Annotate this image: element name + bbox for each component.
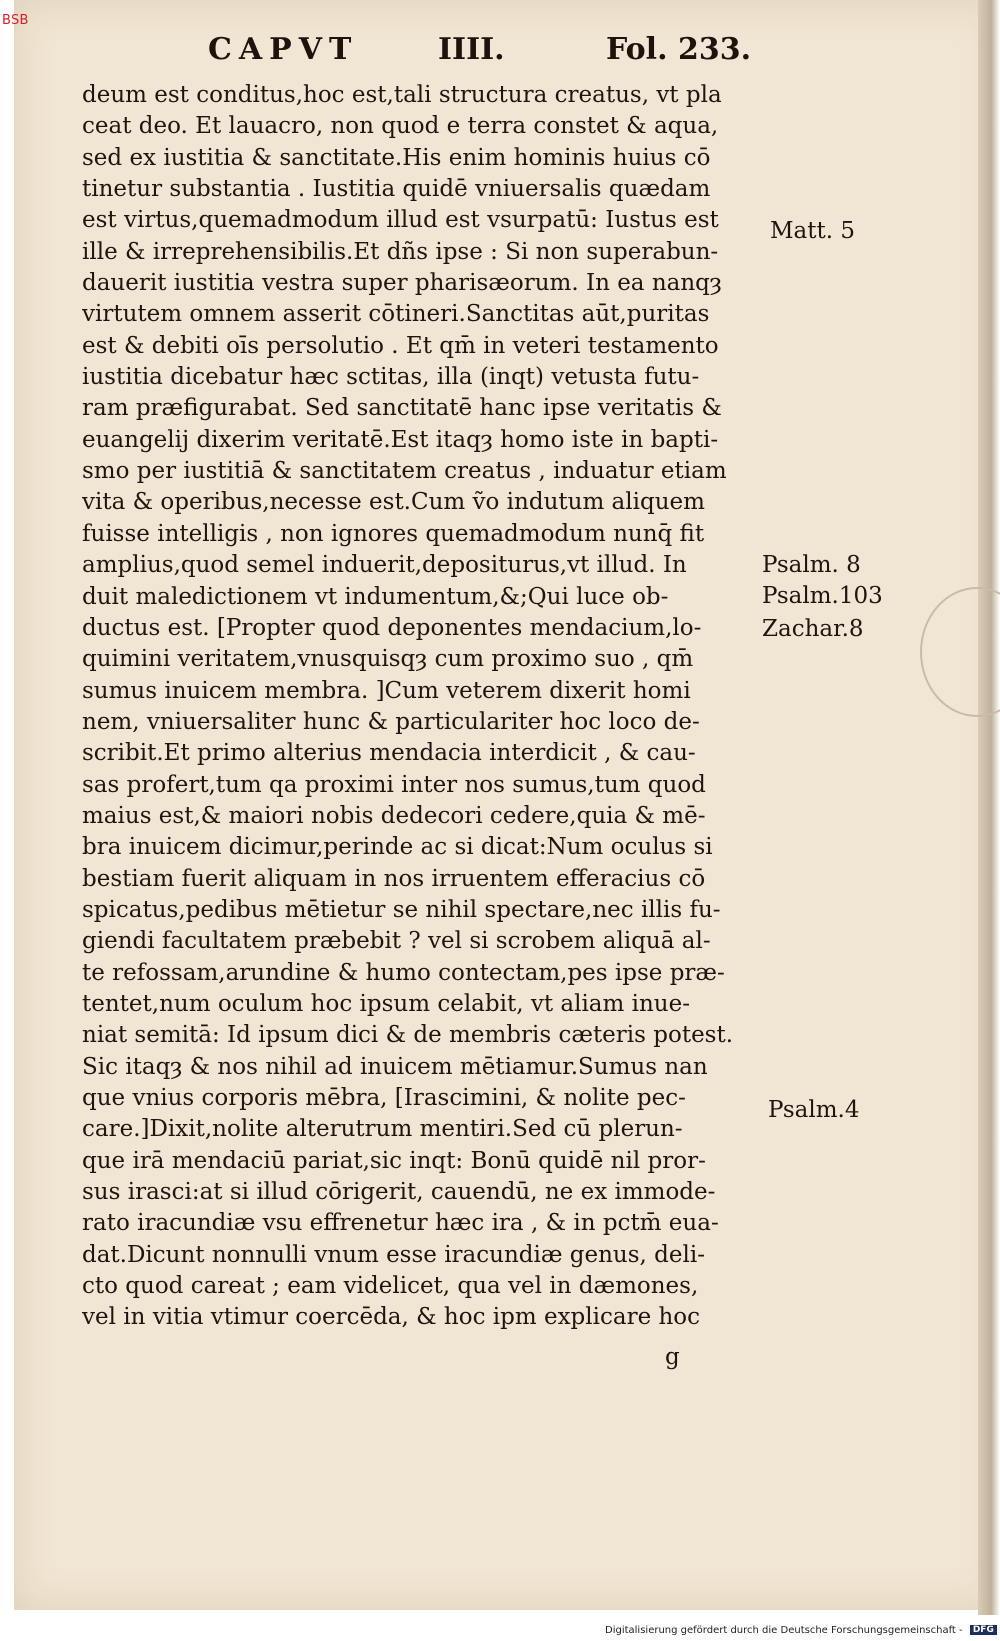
text-line: iustitia dicebatur hæc sctitas, illa (inqt) vetusta futu- (82, 364, 700, 391)
footer-text: Digitalisierung gefördert durch die Deutsche Forschungsgemeinschaft - (605, 1625, 963, 1636)
text-line: deum est conditus,hoc est,tali structura creatus, vt pla (82, 82, 722, 108)
catchword: g (665, 1344, 680, 1370)
text-line: sumus inuicem membra. ]Cum veterem dixerit homi (82, 677, 691, 704)
text-line: dauerit iustitia vestra super pharisæorum. In ea nanqȝ (82, 270, 722, 297)
text-line: scribit.Et primo alterius mendacia interdicit , & cau- (82, 740, 696, 767)
text-line: ductus est. [Propter quod deponentes mendacium,lo- (82, 614, 702, 641)
text-line: maius est,& maiori nobis dedecori cedere,quia & mē- (82, 802, 706, 829)
page-edge-shadow (978, 0, 1000, 1615)
text-line: est virtus,quemadmodum illud est vsurpatū: Iustus est (82, 207, 719, 234)
text-line: niat semitā: Id ipsum dici & de membris cæteris potest. (82, 1022, 734, 1049)
text-line: nem, vniuersaliter hunc & particulariter hoc loco de- (82, 708, 700, 735)
text-line: vita & operibus,necesse est.Cum ṽo indutum aliquem (82, 489, 705, 516)
text-line: tinetur substantia . Iustitia quidē vniuersalis quædam (82, 176, 711, 203)
text-line: rato iracundiæ vsu effrenetur hæc ira , & in pctm̄ eua- (82, 1210, 719, 1237)
text-line: care.]Dixit,nolite alterutrum mentiri.Sed cū plerun- (82, 1116, 683, 1143)
text-line: ceat deo. Et lauacro, non quod e terra constet & aqua, (82, 113, 719, 140)
text-line: sas profert,tum qa proximi inter nos sumus,tum quod (82, 771, 706, 798)
text-line: cto quod careat ; eam videlicet, qua vel in dæmones, (82, 1273, 699, 1300)
text-line: bra inuicem dicimur,perinde ac si dicat:Num oculus si (82, 834, 713, 861)
marginal-note: Zachar.8 (762, 616, 864, 642)
text-line: te refossam,arundine & humo contectam,pes ipse præ- (82, 959, 725, 986)
text-line: spicatus,pedibus mētietur se nihil spectare,nec illis fu- (82, 896, 721, 923)
running-header (208, 32, 752, 70)
marginal-note: Psalm. 8 (762, 552, 861, 578)
text-line: que irā mendaciū pariat,sic inqt: Bonū quidē nil pror- (82, 1147, 706, 1174)
text-line: vel in vitia vtimur coercēda, & hoc ipm explicare hoc (82, 1304, 701, 1331)
text-line: ille & irreprehensibilis.Et dñs ipse : Si non superabun- (82, 238, 719, 265)
marginal-note: Matt. 5 (770, 218, 856, 244)
body-text (82, 80, 777, 1334)
text-line: duit maledictionem vt indumentum,&;Qui luce ob- (82, 583, 669, 610)
text-line: Sic itaqȝ & nos nihil ad inuicem mētiamur.Sumus nan (82, 1053, 708, 1080)
text-line: giendi facultatem præbebit ? vel si scrobem aliquā al- (82, 928, 711, 955)
text-line: fuisse intelligis , non ignores quemadmodum nunq̄ fit (82, 520, 705, 547)
text-line: est & debiti oīs persolutio . Et qm̄ in veteri testamento (82, 332, 719, 359)
header-folio: Fol. 233. (606, 32, 752, 67)
dfg-logo: DFG (970, 1625, 997, 1635)
text-line: ram præfigurabat. Sed sanctitatē hanc ipse veritatis & (82, 395, 722, 422)
marginal-note: Psalm.103 (762, 583, 883, 609)
header-chapter-number: IIII. (438, 32, 505, 67)
text-line: virtutem omnem asserit cōtineri.Sanctitas aūt,puritas (82, 301, 710, 328)
text-line: bestiam fuerit aliquam in nos irruentem efferacius cō (82, 865, 706, 892)
text-line: sed ex iustitia & sanctitate.His enim hominis huius cō (82, 144, 711, 171)
text-line: que vnius corporis mēbra, [Irascimini, & nolite pec- (82, 1085, 686, 1111)
text-line: sus irasci:at si illud cōrigerit, cauendū, ne ex immode- (82, 1179, 716, 1206)
funding-footer (605, 1625, 997, 1636)
text-line: euangelij dixerim veritatē.Est itaqȝ homo iste in bapti- (82, 426, 719, 453)
header-chapter: CAPVT (208, 32, 359, 67)
marginal-note: Psalm.4 (768, 1097, 860, 1123)
text-line: quimini veritatem,vnusquisqȝ cum proximo suo , qm̄ (82, 646, 694, 673)
library-mark: BSB (2, 13, 29, 28)
text-line: smo per iustitiā & sanctitatem creatus , induatur etiam (82, 458, 727, 485)
text-line: dat.Dicunt nonnulli vnum esse iracundiæ genus, deli- (82, 1241, 705, 1268)
text-line: amplius,quod semel induerit,depositurus,vt illud. In (82, 552, 687, 579)
text-line: tentet,num oculum hoc ipsum celabit, vt aliam inue- (82, 990, 690, 1017)
